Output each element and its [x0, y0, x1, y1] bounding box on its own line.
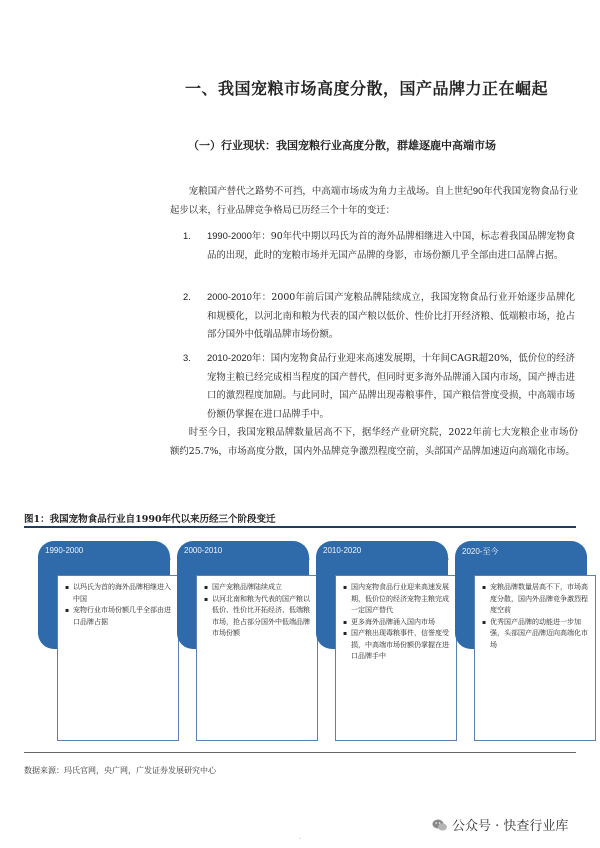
- stage-bullet: ▪ 优秀国产品牌的动能进一步加强，头部国产品牌迈向高端化市场: [482, 617, 590, 652]
- watermark-text: 公众号 · 快查行业库: [452, 819, 569, 834]
- figure-title-rule: [24, 526, 576, 528]
- history-item-period: 1990-2000年: [207, 230, 262, 241]
- page-marker: ·: [299, 836, 301, 843]
- history-item-number: 1.: [183, 230, 191, 241]
- stage-bullet: ▪ 国产粮出现毒粮事件，信誉度受损，中高端市场份额仍掌握在进口品牌手中: [343, 628, 451, 663]
- intro-number: 90: [472, 185, 484, 196]
- stage-bullet: ▪ 以玛氏为首的海外品牌相继进入中国: [65, 582, 173, 605]
- stage-bullet: ▪ 以河北南和粮为代表的国产粮以低价、性价比开拓经济、低端粮市场，抢占部分国外中低端品牌市场份额: [204, 594, 312, 640]
- stage-label: 2000-2010: [184, 546, 223, 555]
- intro-text-pre: 宠粮国产替代之路势不可挡，中高端市场成为角力主战场。自上世纪: [188, 186, 473, 197]
- history-item-number: 3.: [183, 352, 191, 363]
- figure-source: 数据来源：玛氏官网，央广网，广发证券发展研究中心: [24, 766, 216, 775]
- current-status-paragraph: 时至今日，我国宠粮品牌数量居高不下，据华经产业研究院，2022年前七大宠粮企业市场份额约25.7%，市场高度分散，国内外品牌竞争激烈程度空前，头部国产品牌加速迈向高端化市场。: [170, 427, 578, 457]
- history-item: [183, 288, 575, 345]
- stage-label: 2010-2020: [323, 546, 362, 555]
- stage-bullet: ▪ 国产宠粮品牌陆续成立: [204, 582, 312, 594]
- stage-label: 2020-至今: [462, 547, 499, 556]
- wechat-icon: [432, 817, 448, 833]
- history-item-period: 2000-2010年: [207, 291, 262, 302]
- stage-bullet: ▪ 宠粮品牌数量居高不下，市场高度分散，国内外品牌竞争激烈程度空前: [482, 582, 590, 617]
- watermark: [432, 815, 568, 834]
- stage-arrow-icon: [149, 544, 171, 574]
- section-heading: 一、我国宠粮市场高度分散，国产品牌力正在崛起: [185, 79, 549, 98]
- stage-box-2020-now: [474, 575, 596, 741]
- subsection-heading: （一）行业现状：我国宠粮行业高度分散，群雄逐鹿中高端市场: [188, 139, 496, 152]
- history-item-number: 2.: [183, 291, 191, 302]
- stage-box-2000-2010: [196, 575, 318, 741]
- stage-arrow-icon: [427, 544, 449, 574]
- intro-paragraph: [170, 182, 578, 220]
- stage-box-1990-2000: [57, 575, 179, 741]
- history-item-text: ：国内宠物食品行业迎来高速发展期，十年间CAGR超20%，低价位的经济宠物主粮已经完成相当程度的国产替代，但同时更多海外品牌涌入国内市场，国产搏击进口的激烈程度加剧。与此同时，国产品牌出现毒粮事件，国产粮信誉度受损，中高端市场份额仍掌握在进口品牌手中。: [207, 353, 575, 420]
- figure-title: 图1：我国宠物食品行业自1990年代以来历经三个阶段变迁: [24, 514, 276, 525]
- history-item-period: 2010-2020年: [207, 352, 262, 363]
- stage-arrow-icon: [288, 544, 310, 574]
- intro-text-post: 年代我国宠物食品行业起步以来，行业品牌竞争格局已历经三个十年的变迁：: [170, 186, 578, 216]
- stage-bullet: ▪ 更多海外品牌涌入国内市场: [343, 617, 451, 629]
- history-item: [183, 227, 575, 265]
- source-rule: [24, 752, 576, 753]
- stage-bullet: ▪ 国内宠物食品行业迎来高速发展期，低价位的经济宠物主粮完成一定国产替代: [343, 582, 451, 617]
- stage-label: 1990-2000: [45, 546, 84, 555]
- history-item-text: ：2000年前后国产宠粮品牌陆续成立，我国宠物食品行业开始逐步品牌化和规模化，以河北南和粮为代表的国产粮以低价、性价比打开经济粮、低端粮市场，抢占部分国外中低端品牌市场份额。: [207, 292, 575, 340]
- history-item: [183, 349, 575, 424]
- stage-box-2010-2020: [335, 575, 457, 741]
- history-item-text: ：90年代中期以玛氏为首的海外品牌相继进入中国，标志着我国品牌宠物食品的出现，此时的宠粮市场并无国产品牌的身影，市场份额几乎全部由进口品牌占据。: [207, 231, 575, 261]
- stage-bullet: ▪ 宠物行业市场份额几乎全部由进口品牌占据: [65, 605, 173, 628]
